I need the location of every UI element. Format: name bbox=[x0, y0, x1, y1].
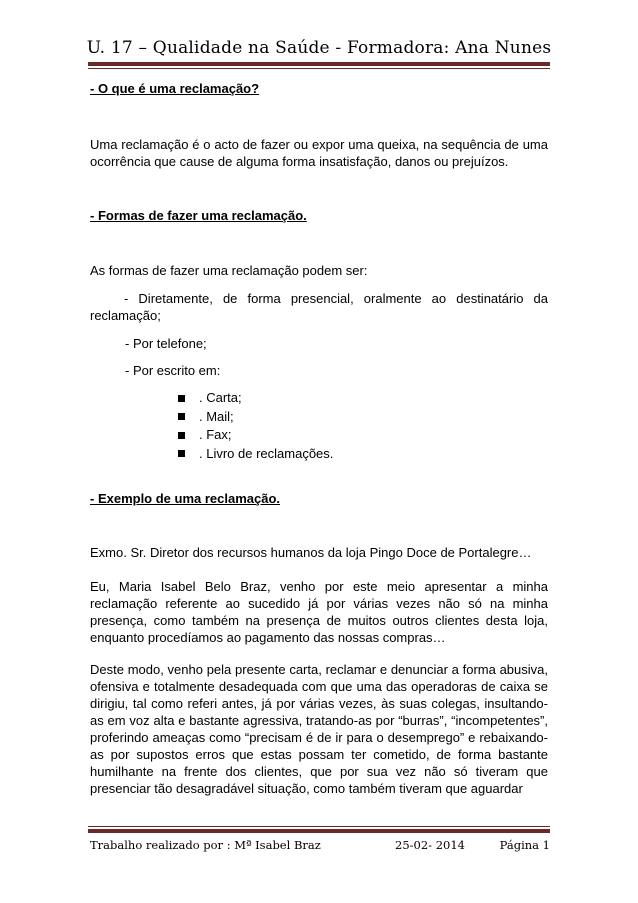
section-heading-what-is-complaint: - O que é uma reclamação? bbox=[90, 81, 260, 96]
footer-rule-thin bbox=[88, 826, 550, 827]
letter-paragraph-2: Deste modo, venho pela presente carta, reclamar e denunciar a forma abusiva, ofensiva e totalmente desadequada com que uma das operadoras de caixa se dirigiu, tal como referi antes, já por várias vezes, às suas colegas, insultando-as em voz alta e bastante agressiva, tratando-as por “burras”, “incompetentes”, proferindo ameaças como “precisam é de ir para o desemprego” e rebaixando-as por supostos erros que estas possam ter cometido, de forma bastante humilhante na frente dos clientes, que por sua vez não só tiveram que presenciar tão desagradável situação, como também tiveram que aguardar bbox=[90, 662, 548, 796]
footer-date: 25-02- 2014 bbox=[395, 838, 465, 852]
square-bullet-icon bbox=[178, 395, 185, 402]
list-item: . Fax; bbox=[178, 426, 333, 445]
header-rule-thick bbox=[88, 62, 550, 66]
letter-salutation: Exmo. Sr. Diretor dos recursos humanos da loja Pingo Doce de Portalegre… bbox=[90, 545, 532, 560]
list-item-written: - Por escrito em: bbox=[125, 363, 221, 378]
section-heading-example: - Exemplo de uma reclamação. bbox=[90, 491, 281, 506]
paragraph-ways-intro: As formas de fazer uma reclamação podem ser: bbox=[90, 263, 368, 278]
list-item-direct: - Diretamente, de forma presencial, oralmente ao destinatário da reclamação; bbox=[90, 291, 548, 323]
letter-paragraph-1: Eu, Maria Isabel Belo Braz, venho por este meio apresentar a minha reclamação referente ao sucedido já por várias vezes não só na minha presença, como também na presença de muitos outros clientes desta loja, enquanto procedíamos ao pagamento das nossas compras… bbox=[90, 579, 548, 645]
list-item: . Livro de reclamações. bbox=[178, 445, 333, 464]
footer-author: Trabalho realizado por : Mª Isabel Braz bbox=[90, 838, 321, 852]
footer-page-number: Página 1 bbox=[499, 838, 550, 852]
list-item: . Mail; bbox=[178, 408, 333, 427]
written-forms-list bbox=[178, 389, 333, 463]
list-item-phone: - Por telefone; bbox=[125, 336, 207, 351]
header-rule-thin bbox=[88, 68, 550, 69]
page-header-title: U. 17 – Qualidade na Saúde - Formadora: Ana Nunes bbox=[86, 38, 552, 58]
square-bullet-icon bbox=[178, 413, 185, 420]
square-bullet-icon bbox=[178, 432, 185, 439]
footer-rule-thick bbox=[88, 829, 550, 833]
section-heading-ways-to-complain: - Formas de fazer uma reclamação. bbox=[90, 208, 307, 223]
paragraph-definition: Uma reclamação é o acto de fazer ou expor uma queixa, na sequência de uma ocorrência que cause de alguma forma insatisfação, danos ou prejuízos. bbox=[90, 137, 548, 169]
square-bullet-icon bbox=[178, 450, 185, 457]
list-item: . Carta; bbox=[178, 389, 333, 408]
